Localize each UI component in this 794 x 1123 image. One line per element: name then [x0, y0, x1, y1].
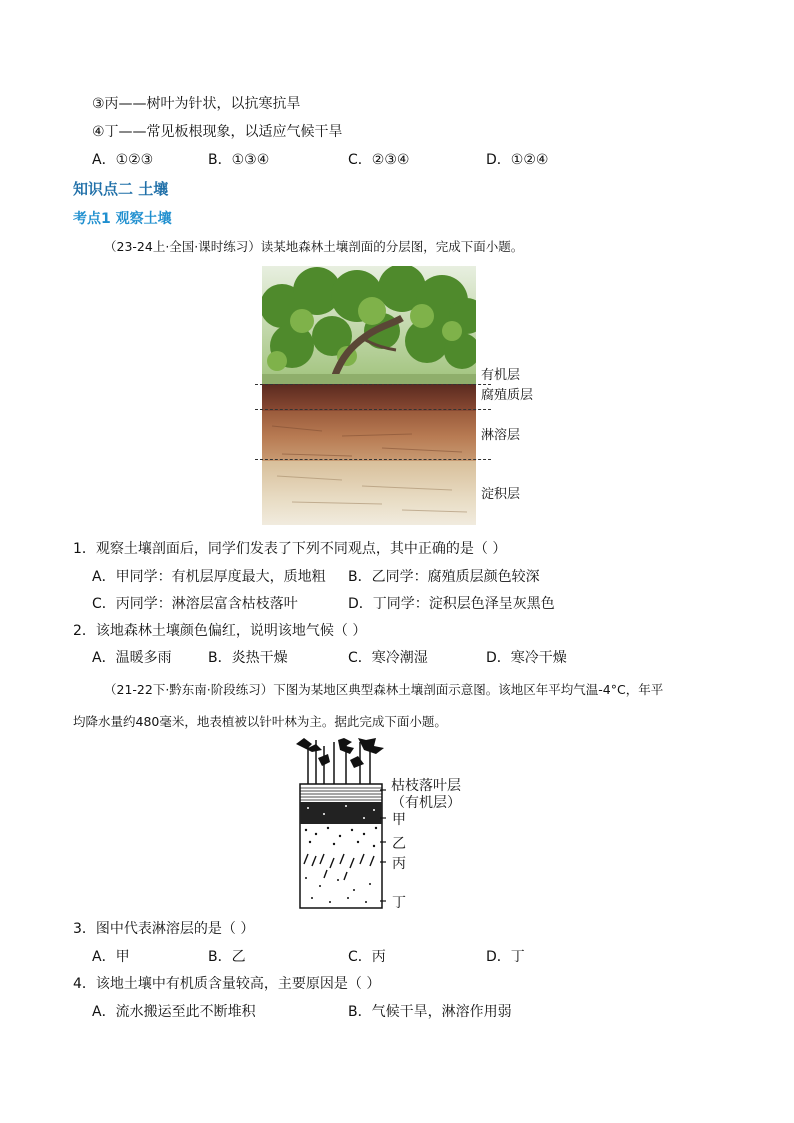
label-leaching-layer: 淋溶层: [481, 428, 521, 443]
q1-option-b: B．乙同学：腐殖质层颜色较深: [348, 569, 540, 585]
q1-option-d: D．丁同学：淀积层色泽呈灰黑色: [348, 596, 555, 612]
label-humus-layer: 腐殖质层: [481, 388, 534, 403]
label-bing: 丙: [392, 856, 406, 872]
option-c: C．②③④: [348, 152, 410, 168]
soil-profile-sketch: [294, 738, 386, 910]
option-d: D．①②④: [486, 152, 549, 168]
q2-option-d: D．寒冷干燥: [486, 650, 567, 666]
soil-profile-photo: [262, 266, 476, 525]
boundary-line: [255, 384, 491, 385]
q3-option-c: C．丙: [348, 949, 386, 965]
label-organic-layer: 有机层: [481, 368, 521, 383]
question-3-stem: 3．图中代表淋溶层的是（ ）: [73, 921, 255, 937]
q4-option-b: B．气候干旱，淋溶作用弱: [348, 1004, 512, 1020]
label-deposition-layer: 淀积层: [481, 487, 521, 502]
passage-1: （23-24上·全国·课时练习）读某地森林土壤剖面的分层图，完成下面小题。: [104, 239, 524, 254]
passage-2-line-1: （21-22下·黔东南·阶段练习）下图为某地区典型森林土壤剖面示意图。该地区年平均气温-4°C，年平: [104, 682, 664, 697]
section-title: 知识点二 土壤: [73, 180, 169, 198]
answer-item-3: ③丙——树叶为针状，以抗寒抗旱: [92, 96, 301, 112]
passage-2-line-2: 均降水量约480毫米，地表植被以针叶林为主。据此完成下面小题。: [73, 714, 447, 729]
q1-option-a: A．甲同学：有机层厚度最大，质地粗: [92, 569, 326, 585]
label-ding: 丁: [392, 895, 406, 911]
q1-option-c: C．丙同学：淋溶层富含枯枝落叶: [92, 596, 298, 612]
q3-option-a: A．甲: [92, 949, 130, 965]
boundary-line: [255, 409, 491, 410]
q2-option-b: B．炎热干燥: [208, 650, 288, 666]
label-yi: 乙: [392, 836, 406, 852]
question-2-stem: 2．该地森林土壤颜色偏红，说明该地气候（ ）: [73, 623, 367, 639]
sketch-graphic: [294, 738, 386, 910]
q2-option-a: A．温暖多雨: [92, 650, 172, 666]
boundary-line: [255, 459, 491, 460]
question-4-stem: 4．该地土壤中有机质含量较高，主要原因是（ ）: [73, 976, 381, 992]
q2-option-c: C．寒冷潮湿: [348, 650, 428, 666]
label-organic-note: （有机层）: [391, 795, 461, 811]
q3-option-d: D．丁: [486, 949, 525, 965]
q4-option-a: A．流水搬运至此不断堆积: [92, 1004, 256, 1020]
q3-option-b: B．乙: [208, 949, 246, 965]
label-litter-layer: 枯枝落叶层: [391, 778, 461, 794]
option-b: B．①③④: [208, 152, 270, 168]
question-1-stem: 1．观察土壤剖面后，同学们发表了下列不同观点，其中正确的是（ ）: [73, 541, 507, 557]
option-a: A．①②③: [92, 152, 154, 168]
section-subtitle: 考点1 观察土壤: [73, 211, 172, 227]
label-jia: 甲: [392, 812, 406, 828]
answer-item-4: ④丁——常见板根现象，以适应气候干旱: [92, 124, 343, 140]
soil-photo-graphic: [262, 266, 476, 525]
